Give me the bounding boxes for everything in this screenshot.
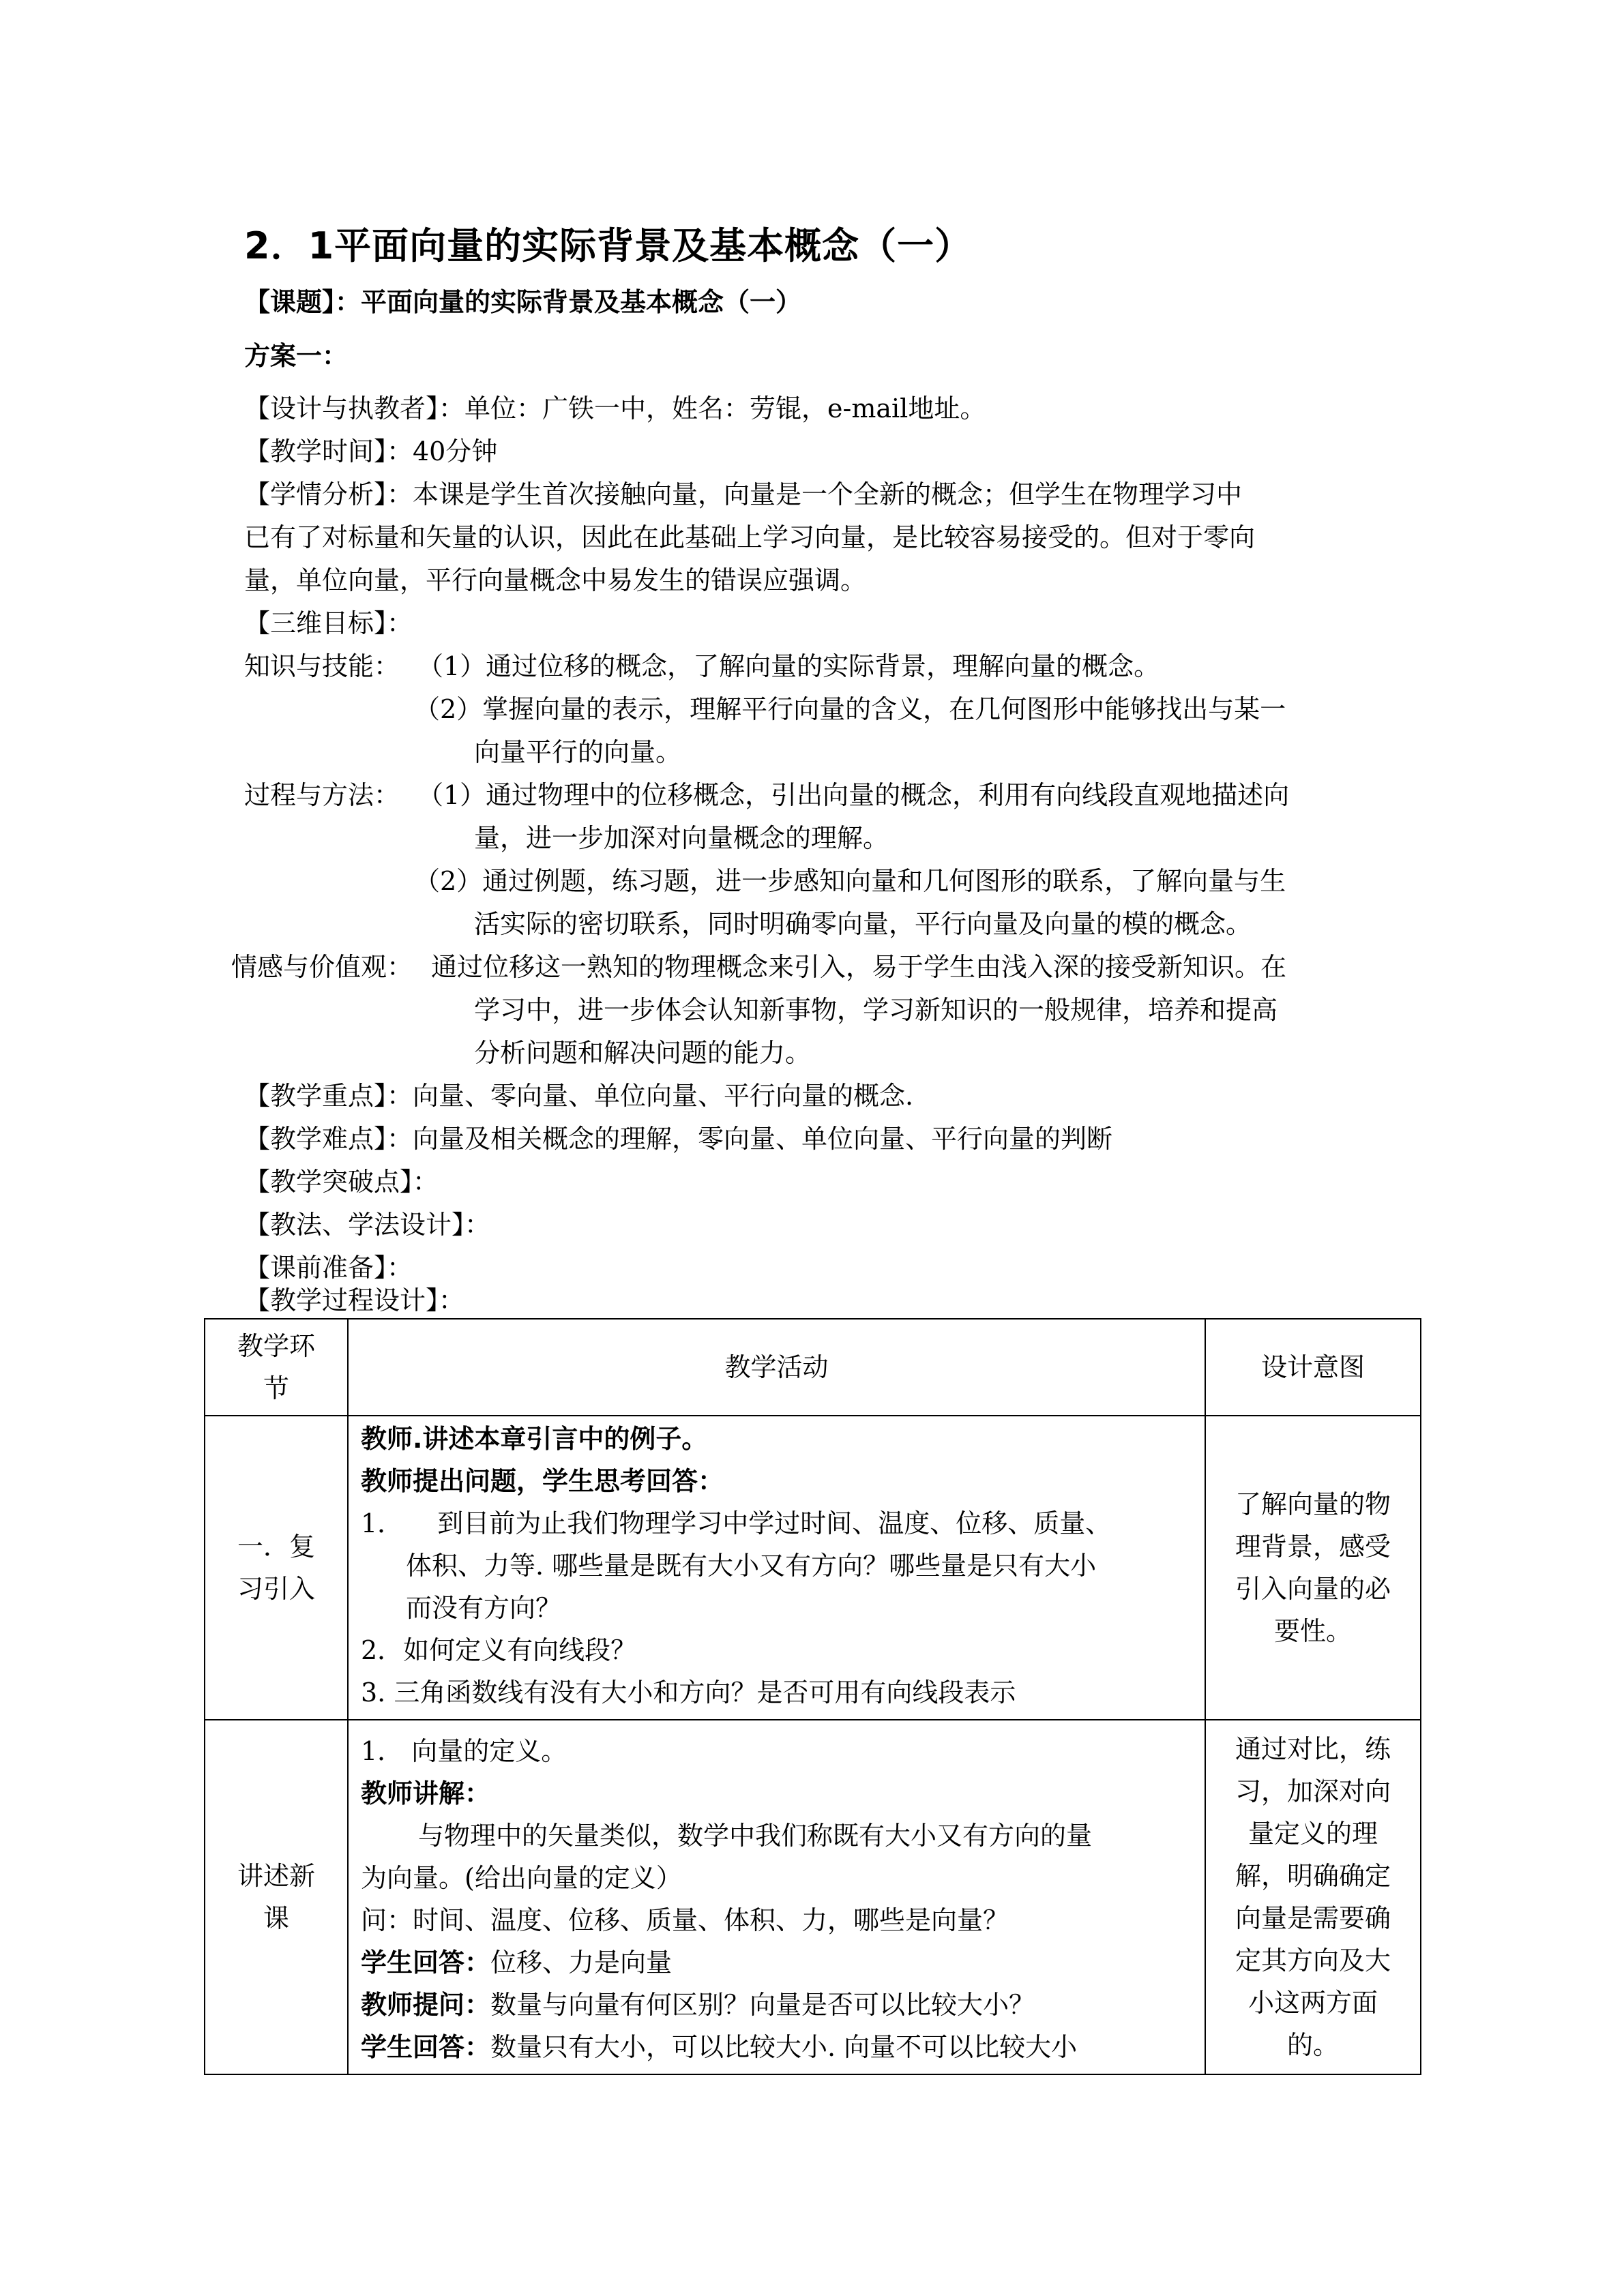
row2-intent-line-2: 习，加深对向 — [1235, 1776, 1391, 1806]
emotion-line-3: 分析问题和解决问题的能力。 — [474, 1038, 812, 1068]
row1-question-1-text-a: 到目前为止我们物理学习中学过时间、温度、位移、质量、 — [437, 1508, 1112, 1538]
emotion-line-1: 通过位移这一熟知的物理概念来引入，易于学生由浅入深的接受新知识。在 — [431, 952, 1287, 982]
row2-intent-line-8: 的。 — [1286, 2030, 1339, 2060]
row2-line-4: 为向量。(给出向量的定义） — [361, 1863, 682, 1893]
process-item-2a: （2）通过例题，练习题，进一步感知向量和几何图形的联系，了解向量与生 — [414, 866, 1286, 896]
row2-line-8-text: 数量只有大小，可以比较大小. 向量不可以比较大小 — [490, 2032, 1078, 2062]
row2-line-6 — [361, 1941, 1192, 1984]
designer-line: 【设计与执教者】：单位：广铁一中，姓名：劳锟，e-mail地址。 — [244, 393, 986, 423]
header-stage — [205, 1319, 348, 1416]
row2-line-3: 与物理中的矢量类似，数学中我们称既有大小又有方向的量 — [418, 1821, 1093, 1851]
row1-question-1-text-b: 体积、力等. 哪些量是既有大小又有方向？哪些量是只有大小 — [406, 1551, 1097, 1581]
row2-line-8 — [361, 2026, 1192, 2068]
row2-line-6-text: 位移、力是向量 — [490, 1948, 673, 1978]
row2-intent-line-3: 量定义的理 — [1247, 1819, 1378, 1849]
header-stage-line-1: 教学环 — [237, 1331, 315, 1361]
knowledge-item-2a: （2）掌握向量的表示，理解平行向量的含义，在几何图形中能够找出与某一 — [414, 694, 1286, 724]
document-title: 2．1平面向量的实际背景及基本概念（一） — [244, 224, 973, 267]
row1-activity-bold-2: 教师提出问题，学生思考回答： — [361, 1466, 724, 1496]
row2-line-7-text: 数量与向量有何区别？向量是否可以比较大小？ — [490, 1990, 1035, 2020]
row2-stage-line-1: 讲述新 — [237, 1861, 315, 1891]
teaching-process-table — [204, 1318, 1421, 2075]
breakthrough-line: 【教学突破点】： — [244, 1167, 439, 1197]
row1-activity — [348, 1416, 1205, 1720]
row2-intent-line-1: 通过对比，练 — [1235, 1734, 1391, 1764]
knowledge-item-1: （1）通过位移的概念，了解向量的实际背景，理解向量的概念。 — [417, 651, 1160, 681]
header-intent: 设计意图 — [1205, 1319, 1421, 1416]
header-stage-line-2: 节 — [263, 1373, 289, 1403]
row2-stage-line-2: 课 — [263, 1903, 289, 1933]
row1-stage — [205, 1416, 348, 1720]
row2-line-5: 问：时间、温度、位移、质量、体积、力，哪些是向量？ — [361, 1905, 1009, 1935]
row1-question-2: 2．如何定义有向线段？ — [361, 1635, 637, 1665]
preparation-line: 【课前准备】： — [244, 1253, 413, 1283]
knowledge-label: 知识与技能： — [244, 651, 400, 681]
difficulties-line: 【教学难点】：向量及相关概念的理解，零向量、单位向量、平行向量的判断 — [244, 1124, 1113, 1154]
row2-line-6-label: 学生回答： — [361, 1948, 491, 1978]
analysis-line-3: 量，单位向量，平行向量概念中易发生的错误应强调。 — [244, 565, 867, 595]
row1-question-1-text-c: 而没有方向？ — [406, 1593, 562, 1623]
row1-stage-line-2: 习引入 — [237, 1574, 315, 1604]
process-item-2b: 活实际的密切联系，同时明确零向量，平行向量及向量的模的概念。 — [474, 909, 1252, 939]
row1-stage-line-1: 一．复 — [237, 1532, 315, 1562]
row1-intent — [1205, 1416, 1421, 1720]
row2-intent-line-7: 小这两方面 — [1247, 1988, 1378, 2018]
row1-activity-bold-1: 教师.讲述本章引言中的例子。 — [361, 1424, 708, 1454]
row1-intent-line-3: 引入向量的必 — [1235, 1574, 1391, 1604]
time-line: 【教学时间】：40分钟 — [244, 436, 498, 466]
emotion-label: 情感与价值观： — [231, 952, 413, 982]
row1-question-1-number: 1． — [361, 1508, 404, 1538]
row1-intent-line-1: 了解向量的物 — [1235, 1489, 1391, 1519]
row1-intent-line-4: 要性。 — [1273, 1616, 1352, 1646]
goals-heading: 【三维目标】： — [244, 608, 413, 638]
row2-stage — [205, 1720, 348, 2074]
row1-question-3: 3. 三角函数线有没有大小和方向？是否可用有向线段表示 — [361, 1678, 1016, 1708]
row2-line-7 — [361, 1984, 1192, 2026]
row2-line-2: 教师讲解： — [361, 1778, 491, 1808]
table-header-row — [205, 1319, 1421, 1416]
key-points-line: 【教学重点】：向量、零向量、单位向量、平行向量的概念. — [244, 1081, 914, 1111]
analysis-line-1: 【学情分析】：本课是学生首次接触向量，向量是一个全新的概念；但学生在物理学习中 — [244, 479, 1243, 509]
process-design-line: 【教学过程设计】： — [244, 1285, 465, 1315]
analysis-line-2: 已有了对标量和矢量的认识，因此在此基础上学习向量，是比较容易接受的。但对于零向 — [244, 522, 1256, 552]
row2-intent-line-5: 向量是需要确 — [1235, 1903, 1391, 1933]
process-label: 过程与方法： — [244, 780, 400, 810]
row2-intent-line-4: 解，明确确定 — [1235, 1861, 1391, 1891]
row2-line-7-label: 教师提问： — [361, 1990, 491, 2020]
row2-activity — [348, 1720, 1205, 2074]
row2-intent — [1205, 1720, 1421, 2074]
emotion-line-2: 学习中，进一步体会认知新事物，学习新知识的一般规律，培养和提高 — [474, 995, 1278, 1025]
row1-question-1 — [361, 1502, 1192, 1545]
methods-line: 【教法、学法设计】： — [244, 1210, 491, 1240]
table-row — [205, 1416, 1421, 1720]
row1-intent-line-2: 理背景，感受 — [1235, 1532, 1391, 1562]
plan-label: 方案一： — [244, 341, 349, 371]
process-item-1a: （1）通过物理中的位移概念，引出向量的概念，利用有向线段直观地描述向 — [417, 780, 1290, 810]
topic-line: 【课题】：平面向量的实际背景及基本概念（一） — [244, 287, 802, 317]
knowledge-item-2b: 向量平行的向量。 — [474, 737, 682, 767]
table-row — [205, 1720, 1421, 2074]
header-activity: 教学活动 — [348, 1319, 1205, 1416]
process-item-1b: 量，进一步加深对向量概念的理解。 — [474, 823, 889, 853]
row2-intent-line-6: 定其方向及大 — [1235, 1945, 1391, 1976]
row2-line-1: 1． 向量的定义。 — [361, 1736, 567, 1766]
row2-line-8-label: 学生回答： — [361, 2032, 491, 2062]
